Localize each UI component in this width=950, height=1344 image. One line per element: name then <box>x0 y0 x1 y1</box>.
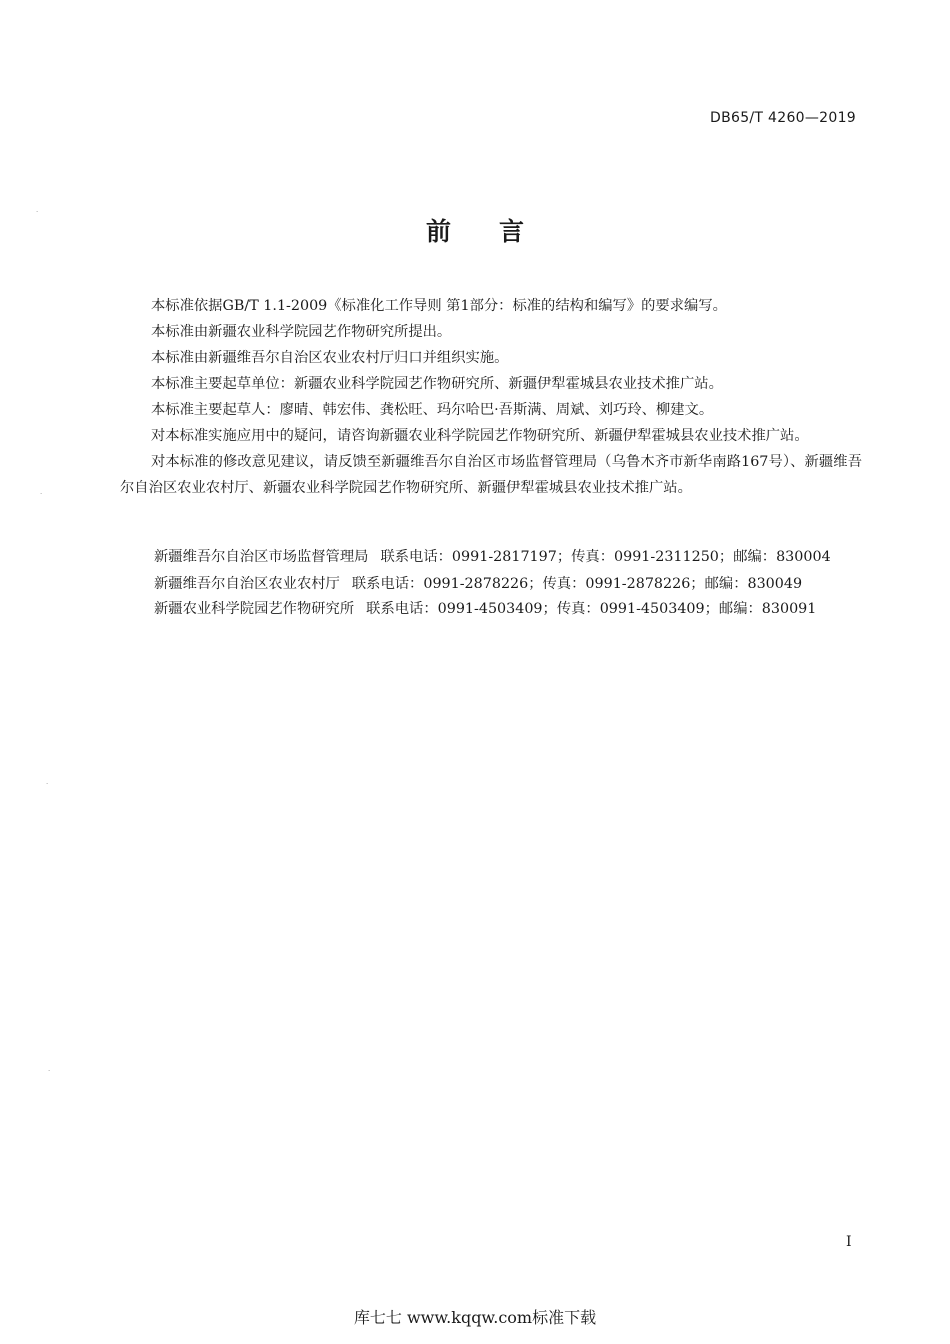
scan-speck: · <box>36 208 39 216</box>
title-part-2: 言 <box>499 217 525 246</box>
page-number: I <box>846 1234 852 1250</box>
scan-speck: · <box>40 490 43 498</box>
scan-speck: · <box>48 1067 51 1075</box>
paragraph-feedback: 对本标准的修改意见建议，请反馈至新疆维吾尔自治区市场监督管理局（乌鲁木齐市新华南路167号）、新疆维吾尔自治区农业农村厅、新疆农业科学院园艺作物研究所、新疆伊犁霍城县农业技术推广站。 <box>120 454 862 496</box>
contact-details: 联系电话：0991-2878226；传真：0991-2878226；邮编：830049 <box>351 576 803 592</box>
paragraph-drafting-units: 本标准主要起草单位：新疆农业科学院园艺作物研究所、新疆伊犁霍城县农业技术推广站。 <box>151 376 723 392</box>
contact-line <box>154 546 831 566</box>
contact-line <box>154 598 816 618</box>
footer-watermark: 库七七 www.kqqw.com标准下载 <box>353 1308 597 1327</box>
scan-speck: · <box>46 780 49 788</box>
contact-name: 新疆农业科学院园艺作物研究所 <box>154 601 355 617</box>
paragraph-proposer: 本标准由新疆农业科学院园艺作物研究所提出。 <box>151 324 452 340</box>
title-part-1: 前 <box>425 217 451 246</box>
contact-line <box>154 573 802 593</box>
contact-name: 新疆维吾尔自治区农业农村厅 <box>154 576 340 592</box>
contact-details: 联系电话：0991-4503409；传真：0991-4503409；邮编：830091 <box>366 601 817 617</box>
contact-name: 新疆维吾尔自治区市场监督管理局 <box>154 549 369 565</box>
paragraph-inquiries: 对本标准实施应用中的疑问，请咨询新疆农业科学院园艺作物研究所、新疆伊犁霍城县农业技术推广站。 <box>151 428 809 444</box>
foreword-body <box>120 293 862 501</box>
page-title <box>0 212 950 248</box>
paragraph-drafters: 本标准主要起草人：廖晴、韩宏伟、龚松旺、玛尔哈巴·吾斯满、周斌、刘巧玲、柳建文。 <box>151 402 714 418</box>
paragraph-administrator: 本标准由新疆维吾尔自治区农业农村厅归口并组织实施。 <box>151 350 509 366</box>
paragraph-basis: 本标准依据GB/T 1.1-2009《标准化工作导则 第1部分：标准的结构和编写》的要求编写。 <box>151 298 727 314</box>
document-code: DB65/T 4260—2019 <box>710 110 856 126</box>
contact-details: 联系电话：0991-2817197；传真：0991-2311250；邮编：830004 <box>380 549 831 565</box>
